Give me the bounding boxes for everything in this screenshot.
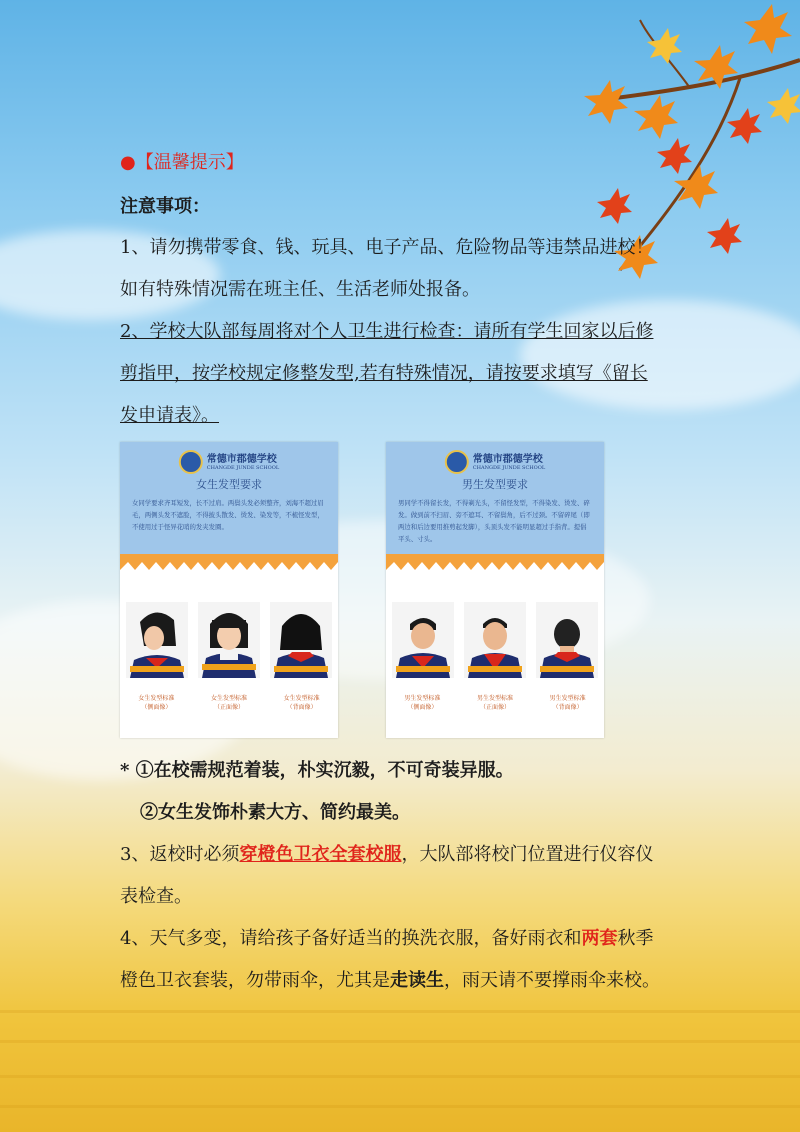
school-name: 常德市郡德学校 (206, 453, 277, 465)
item1-line1: 1、请勿携带零食、钱、玩具、电子产品、危险物品等违禁品进校！ (120, 237, 654, 258)
star-line2: ②女生发饰朴素大方、简约最美。 (140, 802, 410, 823)
boy-back-photo (536, 602, 598, 678)
item4-line2 (120, 966, 660, 992)
school-name: 常德市郡德学校 (472, 453, 543, 465)
notice-heading: 注意事项： (120, 196, 210, 217)
notice-header-text: 【温馨提示】 (135, 152, 244, 173)
zigzag-border (120, 554, 338, 570)
item1-line2: 如有特殊情况需在班主任、生活老师处报备。 (120, 279, 480, 300)
boy-side-photo (392, 602, 454, 678)
photo-row (392, 602, 598, 678)
item3-pre: 3、返校时必须 (120, 844, 240, 865)
item4-line1 (120, 924, 653, 950)
school-emblem-icon (179, 450, 203, 474)
bullet-dot-icon: ● (120, 152, 136, 173)
school-logo (445, 450, 545, 474)
school-name-en: CHANGDE JUNDE SCHOOL (206, 464, 280, 471)
zigzag-border (386, 554, 604, 570)
photo-caption: 女生发型标准 （侧面像） (138, 695, 175, 711)
item3-line1 (120, 840, 653, 866)
item4b-pre: 橙色卫衣套装，勿带雨伞，尤其是 (120, 970, 390, 991)
item4b-bold: 走读生 (390, 970, 444, 991)
school-name-en: CHANGDE JUNDE SCHOOL (472, 464, 546, 471)
girl-back-photo (270, 602, 332, 678)
item4-pre: 4、天气多变，请给孩子备好适当的换洗衣服，备好雨衣和 (120, 928, 582, 949)
photo-caption: 女生发型标准 （背面像） (283, 695, 320, 711)
star-line1: * ①在校需规范着装，朴实沉毅，不可奇装异服。 (120, 760, 514, 781)
school-logo (179, 450, 279, 474)
field-stripe (0, 1010, 800, 1013)
photo-caption: 男生发型标准 （背面像） (549, 695, 586, 711)
photo-captions (120, 694, 338, 712)
boys-hairstyle-poster (386, 442, 604, 738)
item3-highlight: 穿橙色卫衣全套校服 (239, 844, 402, 865)
girls-hairstyle-poster (120, 442, 338, 738)
item2-line1: 2、学校大队部每周将对个人卫生进行检查：请所有学生回家以后修 (120, 321, 654, 342)
photo-caption: 男生发型标准 （正面像） (476, 695, 513, 711)
poster-title: 女生发型要求 (196, 478, 262, 491)
item3-line2: 表检查。 (120, 886, 192, 907)
field-stripe (0, 1075, 800, 1078)
item4b-post: ，雨天请不要撑雨伞来校。 (444, 970, 660, 991)
boy-front-photo (464, 602, 526, 678)
item4-post: 秋季 (617, 928, 654, 949)
item2-line2: 剪指甲，按学校规定修整发型,若有特殊情况，请按要求填写《留长 (120, 363, 648, 384)
poster-description: 男同学不得留长发，不得剃光头，不留怪发型，不得染发、烫发、碎发。做到前不扫眉、旁不遮耳、不留鬓角，后不过颈。不留碎尾（即两边和后边要用推剪起发脚），头顶头发不能明显超过手指背。提倡平头、寸头。 (398, 499, 590, 543)
girl-side-photo (126, 602, 188, 678)
photo-caption: 男生发型标准 （侧面像） (404, 695, 441, 711)
girl-front-photo (198, 602, 260, 678)
poster-description: 女同学要求齐耳短发，长不过肩。两鬓头发必须整齐，刘海不超过眉毛，两侧头发不遮脸，不得披头散发、烫发、染发等，不梳怪发型，不使用过于怪异花哨的发夹发圈。 (132, 499, 324, 531)
field-stripe (0, 1040, 800, 1043)
photo-row (126, 602, 332, 678)
item2-line3: 发申请表》。 (120, 405, 219, 426)
poster-title: 男生发型要求 (462, 478, 528, 491)
item3-post: ，大队部将校门位置进行仪容仪 (401, 844, 654, 865)
photo-captions (386, 694, 604, 712)
item4-highlight: 两套 (581, 928, 618, 949)
photo-caption: 女生发型标准 （正面像） (210, 695, 247, 711)
notice-header (120, 148, 244, 174)
school-emblem-icon (445, 450, 469, 474)
field-stripe (0, 1105, 800, 1108)
